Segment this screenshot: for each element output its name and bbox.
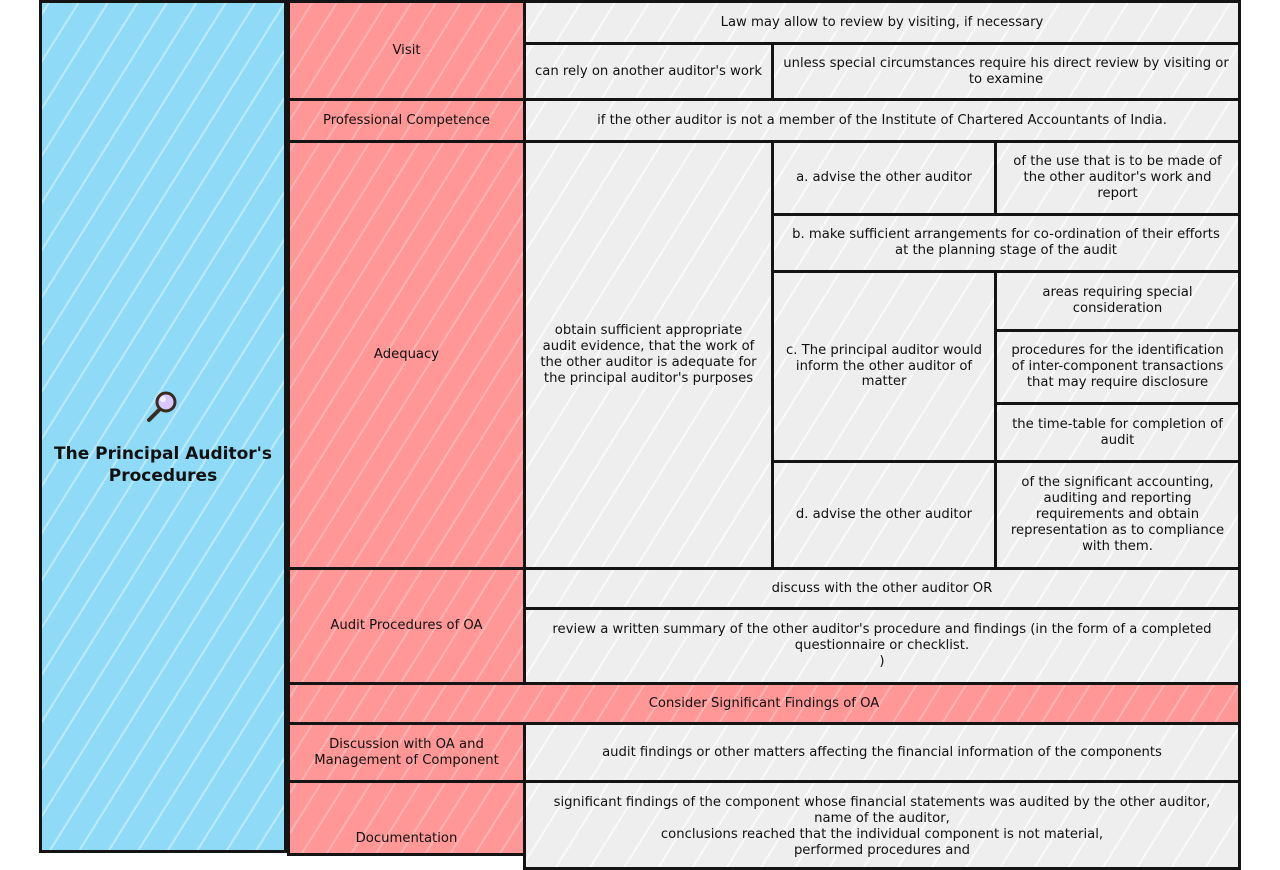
adequacy-d-detail-node: of the significant accounting, auditing and reporting requirements and obtain representation as to compliance with them.: [994, 460, 1241, 570]
adequacy-a-detail-node: of the use that is to be made of the other auditor's work and report: [994, 140, 1241, 216]
audit-review-node: review a written summary of the other auditor's procedure and findings (in the form of a completed questionnaire or checklist. ): [523, 607, 1241, 685]
visit-law-node: Law may allow to review by visiting, if necessary: [523, 0, 1241, 45]
category-audit-procedures: Audit Procedures of OA: [287, 567, 526, 685]
discussion-matters-node: audit findings or other matters affecting the financial information of the components: [523, 722, 1241, 783]
audit-discuss-node: discuss with the other auditor OR: [523, 567, 1241, 610]
adequacy-obtain-node: obtain sufficient appropriate audit evidence, that the work of the other auditor is adequate for the principal auditor's purposes: [523, 140, 774, 570]
adequacy-c-item-node: areas requiring special consideration: [994, 270, 1241, 332]
adequacy-b-node: b. make sufficient arrangements for co-ordination of their efforts at the planning stage of the audit: [771, 213, 1241, 273]
competence-icai-node: if the other auditor is not a member of the Institute of Chartered Accountants of India.: [523, 98, 1241, 143]
magnifying-glass-icon: [145, 366, 181, 430]
category-discussion: Discussion with OA and Management of Component: [287, 722, 526, 783]
adequacy-c-item-node: the time-table for completion of audit: [994, 402, 1241, 463]
category-documentation: Documentation: [287, 780, 526, 856]
adequacy-d-label-node: d. advise the other auditor: [771, 460, 997, 570]
root-node: [39, 0, 287, 853]
root-title: The Principal Auditor's Procedures: [54, 443, 272, 486]
category-adequacy: Adequacy: [287, 140, 526, 570]
category-visit: Visit: [287, 0, 526, 101]
category-significant-findings: Consider Significant Findings of OA: [287, 682, 1241, 725]
adequacy-c-label-node: c. The principal auditor would inform the other auditor of matter: [771, 270, 997, 463]
adequacy-c-item-node: procedures for the identification of inter-component transactions that may require disclosure: [994, 329, 1241, 405]
adequacy-a-label-node: a. advise the other auditor: [771, 140, 997, 216]
visit-rely-node: can rely on another auditor's work: [523, 42, 774, 101]
documentation-details-node: significant findings of the component whose financial statements was audited by the other auditor, name of the auditor, conclusions reached that the individual component is not material, performed procedures and: [523, 780, 1241, 870]
visit-unless-node: unless special circumstances require his direct review by visiting or to examine: [771, 42, 1241, 101]
category-professional-competence: Professional Competence: [287, 98, 526, 143]
